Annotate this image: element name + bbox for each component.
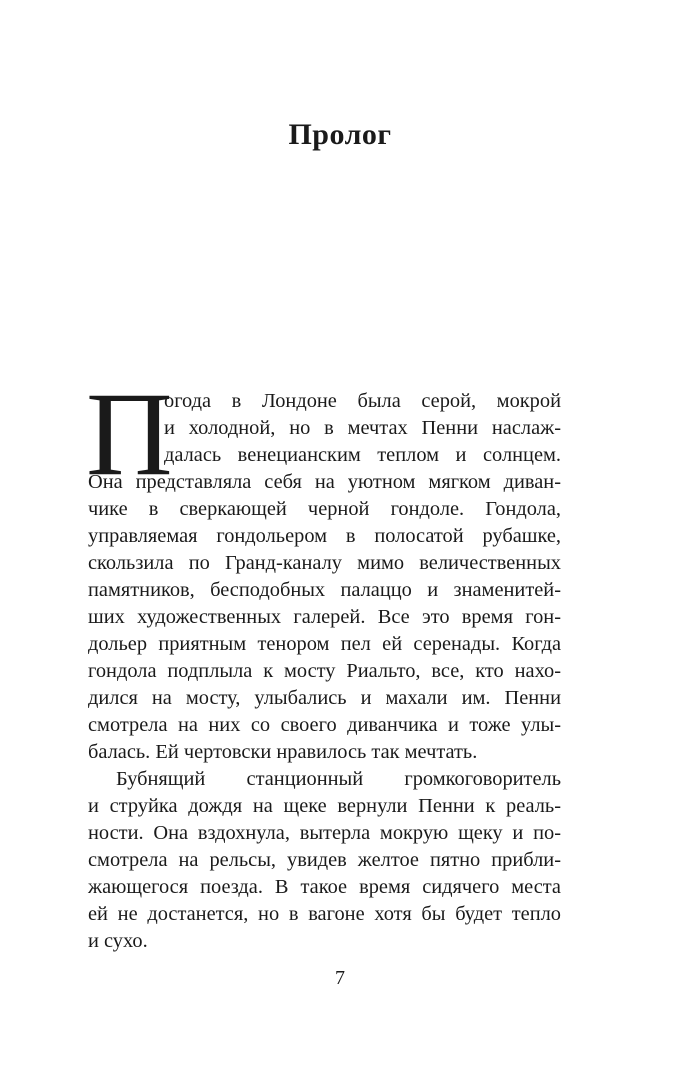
text-line: управляемая гондольером в полосатой рубашке,: [88, 525, 561, 547]
text-line: скользила по Гранд-каналу мимо величественных: [88, 552, 561, 574]
drop-cap: П: [86, 367, 173, 500]
text-line: жающегося поезда. В такое время сидячего места: [88, 876, 561, 898]
text-line: огода в Лондоне была серой, мокрой: [164, 390, 561, 412]
chapter-title: Пролог: [288, 118, 392, 151]
text-line: ших художественных галерей. Все это время гон-: [88, 606, 561, 628]
text-line: гондола подплыла к мосту Риальто, все, кто нахо-: [88, 660, 561, 682]
text-line: Бубнящий станционный громкоговоритель: [116, 768, 561, 790]
text-line: чике в сверкающей черной гондоле. Гондола,: [88, 498, 561, 520]
text-line: ей не достанется, но в вагоне хотя бы будет тепло: [88, 903, 561, 925]
text-line: и сухо.: [88, 930, 148, 952]
text-line: смотрела на рельсы, увидев желтое пятно прибли-: [88, 849, 561, 871]
text-line: и струйка дождя на щеке вернули Пенни к реаль-: [88, 795, 561, 817]
text-line: дольер приятным тенором пел ей серенады. Когда: [88, 633, 561, 655]
text-line: Она представляла себя на уютном мягком диван-: [88, 471, 561, 493]
page-number: 7: [335, 967, 345, 989]
text-line: дился на мосту, улыбались и махали им. Пенни: [88, 687, 561, 709]
text-line: смотрела на них со своего диванчика и тоже улы-: [88, 714, 561, 736]
text-line: и холодной, но в мечтах Пенни наслаж-: [164, 417, 561, 439]
text-line: балась. Ей чертовски нравилось так мечтать.: [88, 741, 478, 763]
text-line: ности. Она вздохнула, вытерла мокрую щеку и по-: [88, 822, 561, 844]
text-line: далась венецианским теплом и солнцем.: [164, 444, 561, 466]
text-line: памятников, бесподобных палаццо и знаменитей-: [88, 579, 561, 601]
